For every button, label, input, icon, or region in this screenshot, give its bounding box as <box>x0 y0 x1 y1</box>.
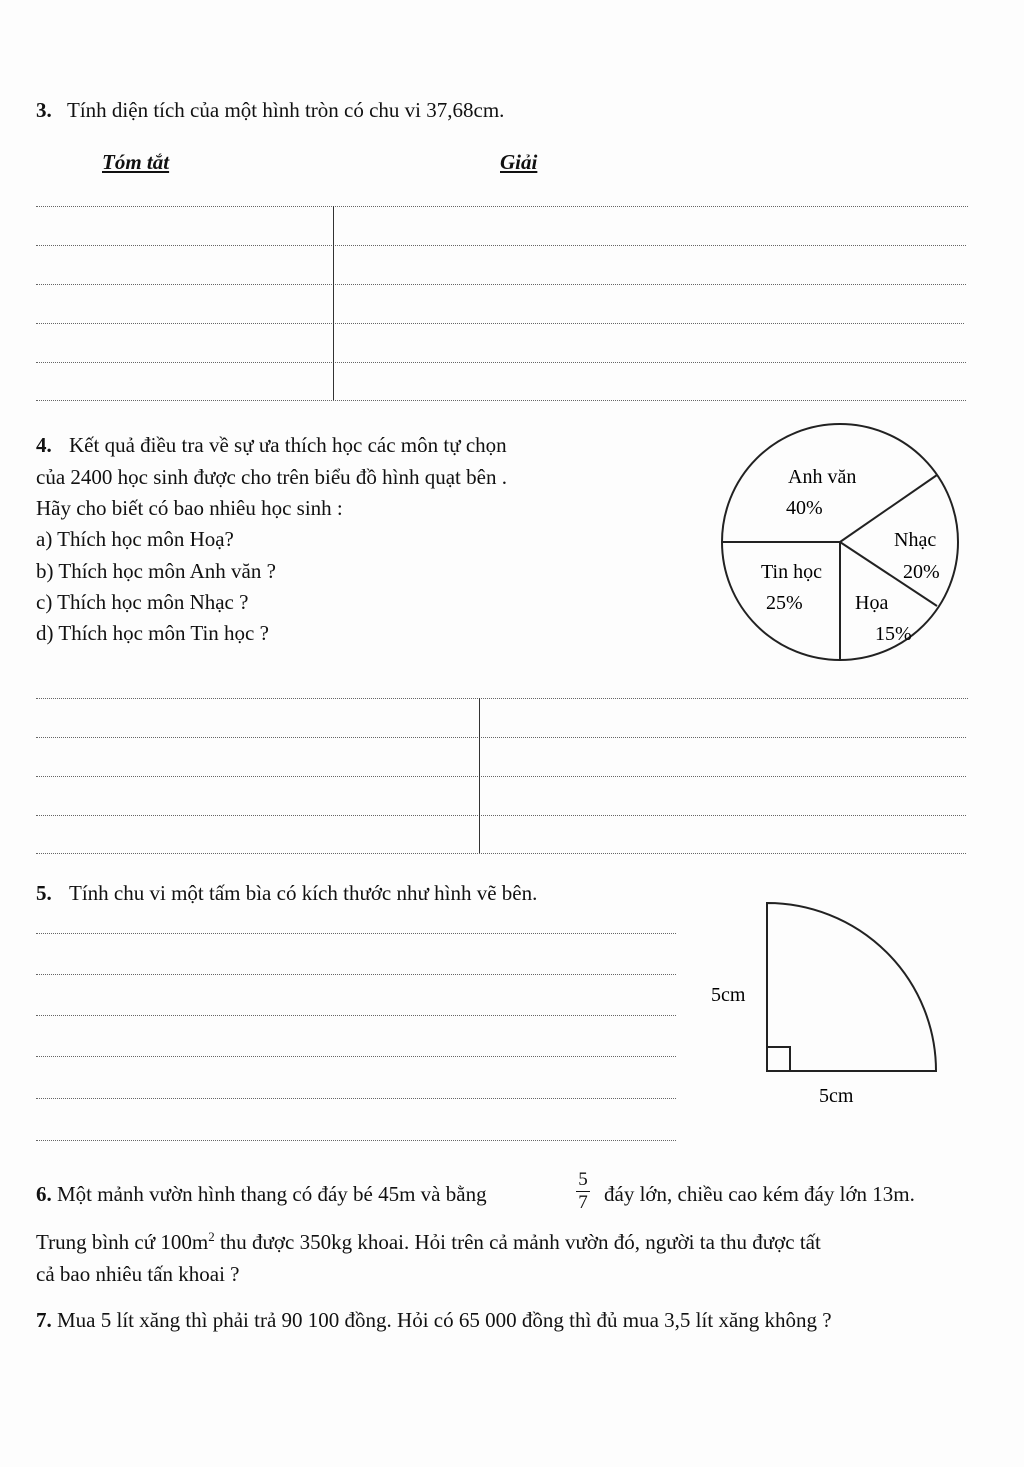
answer-line <box>36 776 966 777</box>
answer-line <box>36 245 966 246</box>
question-4-item-a: a) Thích học môn Hoạ? <box>36 527 234 551</box>
question-4-line-2: của 2400 học sinh được cho trên biểu đồ hình quạt bên . <box>36 465 507 489</box>
answer-line <box>36 1140 676 1141</box>
answer-line <box>36 974 676 975</box>
answer-line <box>36 1056 676 1057</box>
slice-value-tin-hoc: 25% <box>766 592 803 614</box>
answer-line <box>36 737 966 738</box>
solution-heading: Giải <box>500 150 538 174</box>
question-4-text: Kết quả điều tra về sự ưa thích học các môn tự chọn <box>69 433 507 457</box>
answer-line <box>36 1015 676 1016</box>
question-7-text: Mua 5 lít xăng thì phải trả 90 100 đồng. Hỏi có 65 000 đồng thì đủ mua 3,5 lít xăng không ? <box>57 1308 832 1332</box>
answer-line <box>36 933 676 934</box>
question-5-text: Tính chu vi một tấm bìa có kích thước như hình vẽ bên. <box>69 881 538 905</box>
fraction-numerator: 5 <box>578 1169 588 1190</box>
answer-line <box>36 698 968 699</box>
slice-label-hoa: Họa <box>855 592 889 614</box>
fraction-denominator: 7 <box>578 1192 588 1213</box>
question-3-text: Tính diện tích của một hình tròn có chu vi 37,68cm. <box>67 98 505 122</box>
slice-label-nhac: Nhạc <box>894 529 937 551</box>
slice-value-anh-van: 40% <box>786 497 823 519</box>
question-3-number: 3. <box>36 98 52 122</box>
answer-line <box>36 206 968 207</box>
right-angle-mark <box>767 1047 790 1071</box>
fraction-five-sevenths <box>576 1170 590 1213</box>
question-4-item-c: c) Thích học môn Nhạc ? <box>36 590 249 614</box>
question-6-line-2-b: thu được 350kg khoai. Hỏi trên cả mảnh vườn đó, người ta thu được tất <box>214 1230 821 1254</box>
question-6-line-2 <box>36 1229 821 1255</box>
superscript-two: 2 <box>208 1229 215 1244</box>
question-5 <box>36 881 537 906</box>
answer-line <box>36 400 966 401</box>
quarter-circle-shape <box>767 903 936 1071</box>
question-6-line-2-a: Trung bình cứ 100m <box>36 1230 209 1254</box>
quarter-circle-figure <box>700 895 950 1115</box>
question-7 <box>36 1308 832 1333</box>
answer-line <box>36 853 966 854</box>
question-6-line-3: cả bao nhiêu tấn khoai ? <box>36 1262 240 1286</box>
question-4-line-3: Hãy cho biết có bao nhiêu học sinh : <box>36 496 343 520</box>
slice-value-nhac: 20% <box>903 561 940 583</box>
pie-chart <box>700 420 980 670</box>
slice-label-tin-hoc: Tin học <box>761 561 822 583</box>
answer-line <box>36 362 966 363</box>
question-3 <box>36 98 504 123</box>
question-6-text-a: Một mảnh vườn hình thang có đáy bé 45m và bằng <box>57 1182 487 1206</box>
question-6-text-b: đáy lớn, chiều cao kém đáy lớn 13m. <box>604 1182 915 1206</box>
column-divider <box>479 698 480 853</box>
question-5-number: 5. <box>36 881 52 905</box>
column-divider <box>333 206 334 400</box>
answer-line <box>36 284 966 285</box>
summary-heading: Tóm tắt <box>102 150 170 174</box>
question-7-number: 7. <box>36 1308 52 1332</box>
question-6-line-1 <box>36 1182 487 1207</box>
slice-label-anh-van: Anh văn <box>788 466 857 488</box>
question-4-number: 4. <box>36 433 52 457</box>
radius-label-horizontal: 5cm <box>819 1085 854 1107</box>
question-4-item-d: d) Thích học môn Tin học ? <box>36 621 269 645</box>
question-4-item-b: b) Thích học môn Anh văn ? <box>36 559 276 583</box>
question-6-number: 6. <box>36 1182 52 1206</box>
answer-line <box>36 323 964 324</box>
question-4-line-1 <box>36 433 507 458</box>
slice-value-hoa: 15% <box>875 623 912 645</box>
answer-line <box>36 1098 676 1099</box>
radius-label-vertical: 5cm <box>711 984 746 1006</box>
answer-line <box>36 815 966 816</box>
